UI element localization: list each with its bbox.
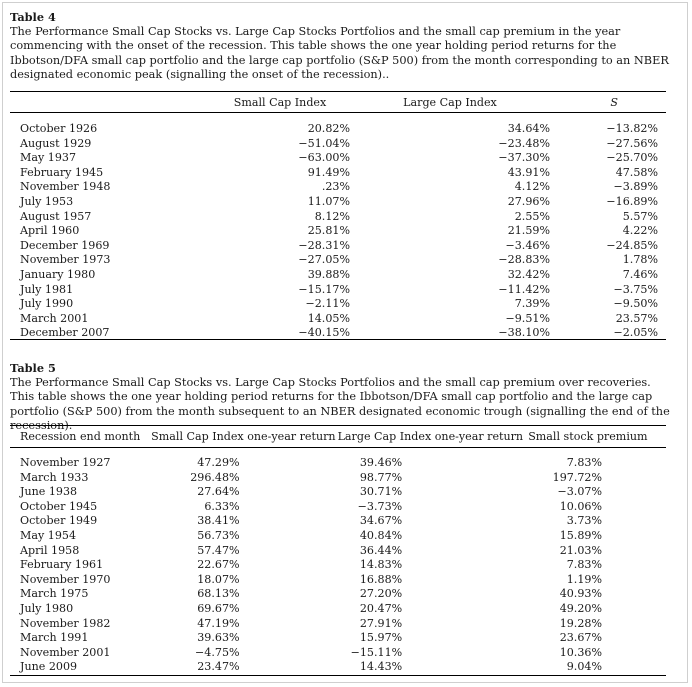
table5-value-cell: 14.43% — [359, 660, 403, 674]
table4-value-cell: 43.91% — [507, 165, 550, 179]
table4-date-cell: July 1990 — [20, 297, 74, 311]
table4-value-cell: 14.05% — [307, 311, 350, 325]
table4-value-cell: 32.42% — [507, 267, 550, 281]
table4-value-cell: −23.48% — [498, 136, 550, 150]
table5-value-cell: 14.83% — [359, 558, 403, 572]
table5-value-cell: 40.84% — [359, 528, 403, 542]
table4-value-cell: 4.22% — [622, 224, 658, 238]
table5-value-cell: 38.41% — [197, 514, 240, 528]
table5-value-cell: 18.07% — [197, 572, 240, 586]
table4-value-cell: 8.12% — [314, 209, 350, 223]
table4-value-cell: −2.11% — [305, 297, 350, 311]
table5-date-cell: November 1970 — [20, 572, 111, 586]
table4-date-cell: March 2001 — [20, 311, 89, 325]
table5-value-cell: 68.13% — [197, 587, 240, 601]
table4-spacer-cell — [10, 113, 666, 122]
table4-value-cell: −27.56% — [606, 136, 658, 150]
table4-value-cell: 39.88% — [307, 267, 350, 281]
table5-col-header: Recession end month — [20, 430, 141, 443]
table4-value-cell: −28.31% — [298, 238, 350, 252]
table4-value-cell: 5.57% — [622, 209, 658, 223]
table4-value-cell: 11.07% — [307, 194, 350, 208]
table4-row — [10, 195, 666, 210]
table4-value-cell: −16.89% — [606, 194, 658, 208]
table4-label: Table 4 — [10, 10, 56, 24]
table5-value-cell: 27.20% — [359, 587, 403, 601]
table5-bottom-rule — [10, 675, 666, 676]
table5-value-cell: 23.47% — [197, 660, 240, 674]
table5-row — [10, 544, 666, 559]
table5-row — [10, 500, 666, 515]
table5-value-cell: 19.28% — [559, 616, 602, 630]
table5-value-cell: 7.83% — [566, 456, 602, 469]
table5-date-cell: November 1927 — [20, 456, 111, 469]
table5-row — [10, 485, 666, 500]
table4 — [10, 93, 666, 341]
table4-col-header: Small Cap Index — [233, 96, 327, 109]
table4-top-rule — [10, 91, 666, 92]
table5-row — [10, 558, 666, 573]
table4-value-cell: −3.89% — [613, 180, 658, 194]
table5-value-cell: 47.19% — [197, 616, 240, 630]
table5-date-cell: February 1961 — [20, 558, 104, 572]
table4-value-cell: −15.17% — [298, 282, 350, 296]
table5-date-cell: March 1933 — [20, 470, 89, 484]
table5-value-cell: 22.67% — [197, 558, 240, 572]
table5-value-cell: −15.11% — [350, 645, 403, 659]
table5-value-cell: 15.89% — [559, 528, 602, 542]
table5-header-row — [10, 427, 666, 447]
table5-date-cell: March 1991 — [20, 631, 89, 645]
table4-row — [10, 151, 666, 166]
table5-row — [10, 660, 666, 675]
table5-value-cell: 1.19% — [566, 572, 602, 586]
table4-value-cell: −9.51% — [505, 311, 550, 325]
table4-date-cell: July 1953 — [20, 194, 74, 208]
table4-value-cell: −38.10% — [498, 326, 550, 340]
table4-value-cell: 20.82% — [307, 122, 350, 135]
table4-value-cell: −9.50% — [613, 297, 658, 311]
table5-value-cell: 296.48% — [190, 470, 240, 484]
table5-value-cell: 15.97% — [359, 631, 403, 645]
table4-row — [10, 268, 666, 283]
table4-value-cell: .23% — [321, 180, 350, 194]
table5-value-cell: 47.29% — [197, 456, 240, 469]
table4-row — [10, 137, 666, 152]
table5-col-header: Small Cap Index one-year return — [151, 430, 336, 443]
table4-date-cell: August 1957 — [20, 209, 92, 223]
table5-value-cell: 49.20% — [559, 601, 602, 615]
table5-value-cell: −3.07% — [557, 485, 602, 499]
table5-caption-block — [10, 361, 670, 434]
table5-row — [10, 573, 666, 588]
table4-date-cell: November 1948 — [20, 180, 111, 194]
table4-value-cell: −3.75% — [613, 282, 658, 296]
table4-value-cell: −37.30% — [498, 151, 550, 165]
table4-row — [10, 297, 666, 312]
table4-date-cell: February 1945 — [20, 165, 104, 179]
table5-date-cell: July 1980 — [20, 601, 74, 615]
table4-row — [10, 180, 666, 195]
table4-value-cell: 91.49% — [307, 165, 350, 179]
table4-value-cell: −51.04% — [298, 136, 350, 150]
table4-row — [10, 224, 666, 239]
table4-value-cell: −3.46% — [505, 238, 550, 252]
table4-date-cell: November 1973 — [20, 253, 111, 267]
table5-value-cell: 57.47% — [197, 543, 240, 557]
table5-value-cell: 9.04% — [566, 660, 602, 674]
table4-row — [10, 283, 666, 298]
table4-spacer-row — [10, 113, 666, 122]
table4-row — [10, 239, 666, 254]
table4-value-cell: 7.46% — [622, 267, 658, 281]
table4-col-header — [10, 93, 210, 113]
table4-date-cell: May 1937 — [20, 151, 76, 165]
table4-value-cell: −24.85% — [606, 238, 658, 252]
table4-caption-block — [10, 10, 670, 83]
table4-date-cell: August 1929 — [20, 136, 92, 150]
table5-value-cell: 197.72% — [552, 470, 602, 484]
table4-bottom-rule — [10, 339, 666, 340]
table5-value-cell: −3.73% — [357, 499, 403, 513]
table4-col-header: Large Cap Index — [403, 96, 497, 109]
table5-value-cell: 10.36% — [559, 645, 602, 659]
table4-row — [10, 122, 666, 137]
table5-value-cell: 34.67% — [359, 514, 403, 528]
table5-value-cell: 36.44% — [359, 543, 403, 557]
table5-date-cell: October 1949 — [20, 514, 98, 528]
table4-row — [10, 166, 666, 181]
table5-value-cell: 7.83% — [566, 558, 602, 572]
table5-row — [10, 456, 666, 471]
table5-spacer-cell — [10, 447, 666, 456]
table5 — [10, 427, 666, 675]
table4-value-cell: −13.82% — [606, 122, 658, 135]
table5-row — [10, 617, 666, 632]
table4-value-cell: −28.83% — [498, 253, 550, 267]
table5-date-cell: November 2001 — [20, 645, 111, 659]
table5-spacer-row — [10, 447, 666, 456]
table5-value-cell: 56.73% — [197, 528, 240, 542]
table5-value-cell: 6.33% — [204, 499, 240, 513]
table5-date-cell: April 1958 — [20, 543, 80, 557]
table4-value-cell: −27.05% — [298, 253, 350, 267]
table5-row — [10, 471, 666, 486]
table5-col-header: Large Cap Index one-year return — [337, 430, 524, 443]
table4-row — [10, 312, 666, 327]
table4-date-cell: July 1981 — [20, 282, 74, 296]
table4-value-cell: 1.78% — [622, 253, 658, 267]
table4-value-cell: 23.57% — [615, 311, 658, 325]
table4-header-row — [10, 93, 666, 113]
table5-value-cell: 10.06% — [559, 499, 602, 513]
table5-value-cell: 27.91% — [359, 616, 403, 630]
table4-value-cell: 21.59% — [507, 224, 550, 238]
table4-date-cell: December 2007 — [20, 326, 110, 340]
table5-value-cell: 30.71% — [359, 485, 403, 499]
table5-value-cell: 39.46% — [359, 456, 403, 469]
table4-value-cell: 47.58% — [615, 165, 658, 179]
table5-value-cell: 23.67% — [559, 631, 602, 645]
table4-value-cell: 2.55% — [514, 209, 550, 223]
table4-value-cell: 34.64% — [507, 122, 550, 135]
table5-col-header: Small stock premium — [528, 430, 648, 443]
table5-date-cell: October 1945 — [20, 499, 98, 513]
table5-row — [10, 646, 666, 661]
table5-row — [10, 587, 666, 602]
table5-date-cell: November 1982 — [20, 616, 111, 630]
table5-caption: The Performance Small Cap Stocks vs. Large Cap Stocks Portfolios and the small cap premium over recoveries. This table shows the one year holding period returns for the Ibbotson/DFA small cap portfolio and the large cap portfolio (S&P 500) from the month subsequent to an NBER designated economic trough (signalling the end of the recession). — [10, 375, 670, 433]
table5-value-cell: −4.75% — [195, 645, 240, 659]
table5-label: Table 5 — [10, 361, 56, 375]
table5-value-cell: 98.77% — [359, 470, 403, 484]
table4-value-cell: 25.81% — [307, 224, 350, 238]
table4-value-cell: −63.00% — [298, 151, 350, 165]
table5-value-cell: 39.63% — [197, 631, 240, 645]
table5-date-cell: June 1938 — [20, 485, 78, 499]
table4-date-cell: April 1960 — [20, 224, 80, 238]
table5-value-cell: 69.67% — [197, 601, 240, 615]
table4-value-cell: −11.42% — [498, 282, 550, 296]
table5-value-cell: 16.88% — [359, 572, 403, 586]
table5-value-cell: 20.47% — [359, 601, 403, 615]
table4-date-cell: January 1980 — [20, 267, 96, 281]
table4-value-cell: 7.39% — [514, 297, 550, 311]
table5-value-cell: 40.93% — [559, 587, 602, 601]
table5-row — [10, 602, 666, 617]
table5-value-cell: 27.64% — [197, 485, 240, 499]
table4-date-cell: December 1969 — [20, 238, 110, 252]
table4-value-cell: −25.70% — [606, 151, 658, 165]
table4-row — [10, 253, 666, 268]
table4-caption: The Performance Small Cap Stocks vs. Large Cap Stocks Portfolios and the small cap premium in the year commencing with the onset of the recession. This table shows the one year holding period returns for the Ibbotson/DFA small cap portfolio and the large cap portfolio (S&P 500) from the month corresponding to an NBER designated economic peak (signalling the onset of the recession).. — [10, 24, 669, 82]
table5-date-cell: June 2009 — [20, 660, 78, 674]
table5-value-cell: 21.03% — [559, 543, 602, 557]
table5-date-cell: May 1954 — [20, 528, 76, 542]
table4-value-cell: −40.15% — [298, 326, 350, 340]
table4-value-cell: 4.12% — [514, 180, 550, 194]
table4-value-cell: −2.05% — [613, 326, 658, 340]
table5-date-cell: March 1975 — [20, 587, 89, 601]
table4-date-cell: October 1926 — [20, 122, 98, 135]
table4-value-cell: 27.96% — [507, 194, 550, 208]
table4-col-header: S — [610, 96, 618, 109]
table5-top-rule — [10, 425, 666, 426]
table4-row — [10, 210, 666, 225]
table5-row — [10, 514, 666, 529]
table5-row — [10, 631, 666, 646]
table5-value-cell: 3.73% — [566, 514, 602, 528]
table5-row — [10, 529, 666, 544]
